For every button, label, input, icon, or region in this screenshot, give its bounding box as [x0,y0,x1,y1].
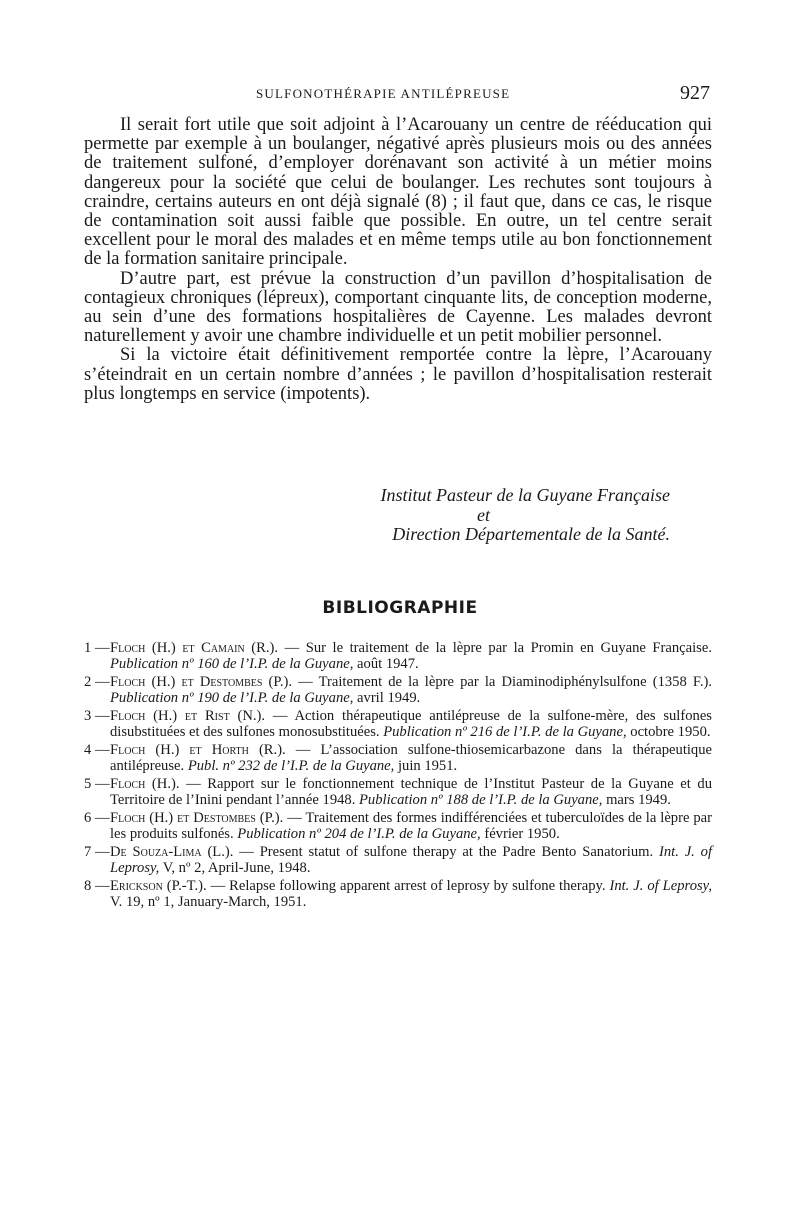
reference-number: 6 — [84,810,110,826]
paragraph: Il serait fort utile que soit adjoint à l’Acarouany un centre de rééducation qui permette par exemple à un boulanger, négativé après plusieurs mois ou des années de traitement sulfoné, d’employer dorénavant son activité à un métier moins dangereux pour la société que celui de boulanger. Les rechutes sont toujours à craindre, certains auteurs en ont déjà signalé (8) ; il faut que, dans ce cas, le risque de contamination soit aussi faible que possible. En outre, un tel centre serait excellent pour le moral des malades et en même temps utile au bon fonctionnement de la formation sanitaire principale. [84,115,712,270]
reference-text: Floch (H.) et Destombes (P.). — Traitement de la lèpre par la Diaminodiphénylsulfone (1358 F.). Publication nº 190 de l’I.P. de la Guyane, avril 1949. [110,674,712,706]
reference-text: Floch (H.) et Horth (R.). — L’association sulfone-thiosemicarbazone dans la thérapeutique antilépreuse. Publ. nº 232 de l’I.P. de la Guyane, juin 1951. [110,742,713,774]
reference-publication: Publication nº 188 de l’I.P. de la Guyane, [359,792,603,808]
running-title: SULFONOTHÉRAPIE ANTILÉPREUSE [256,86,511,101]
signature-line: Institut Pasteur de la Guyane Française [380,485,670,505]
signature-line: et [477,504,490,525]
reference-text: De Souza-Lima (L.). — Present statut of sulfone therapy at the Padre Bento Sanatorium. Int. J. of Leprosy, V, nº 2, April-June, 1948. [110,844,713,876]
reference-text: Floch (H.). — Rapport sur le fonctionnement technique de l’Institut Pasteur de la Guyane et du Territoire de l’Inini pendant l’année 1948. Publication nº 188 de l’I.P. de la Guyane, mars 1949. [110,776,713,808]
reference-publication: Int. J. of Leprosy, [110,844,713,876]
reference-publication: Publication nº 190 de l’I.P. de la Guyane, [110,690,354,706]
reference-text: Erickson (P.-T.). — Relapse following apparent arrest of leprosy by sulfone therapy. Int. J. of Leprosy, V. 19, nº 1, January-March, 1951. [110,878,712,910]
reference-number: 7 — [84,844,110,860]
reference-authors: Floch (H.) et Destombes (P.). [110,674,293,690]
signature-block [84,486,670,545]
reference-publication: Publication nº 160 de l’I.P. de la Guyane, [110,656,354,672]
running-head [84,84,712,108]
reference-publication: Int. J. of Leprosy, [609,878,712,894]
bibliography-list [84,640,712,912]
body-text [84,116,712,404]
reference-text: Floch (H.) et Rist (N.). — Action thérapeutique antilépreuse de la sulfone-mère, des sulfones disubstituées et des sulfones monosubstituées. Publication nº 216 de l’I.P. de la Guyane, octobre 1950. [110,708,712,740]
reference-item [84,674,712,706]
reference-publication: Publ. nº 232 de l’I.P. de la Guyane, [187,758,395,774]
reference-item [84,776,712,808]
reference-item [84,844,712,876]
reference-number: 3 — [84,708,110,724]
reference-number: 1 — [84,640,110,656]
paragraph: Si la victoire était définitivement remportée contre la lèpre, l’Acarouany s’éteindrait en un certain nombre d’années ; le pavillon d’hospitalisation resterait plus longtemps en service (impotents). [84,345,712,404]
reference-text: Floch (H.) et Camain (R.). — Sur le traitement de la lèpre par la Promin en Guyane Française. Publication nº 160 de l’I.P. de la Guyane, août 1947. [110,640,712,672]
reference-number: 8 — [84,878,110,894]
signature-line: Direction Départementale de la Santé. [392,524,670,544]
page-number: 927 [680,82,710,104]
paragraph: D’autre part, est prévue la construction d’un pavillon d’hospitalisation de contagieux chroniques (lépreux), comportant cinquante lits, de conception moderne, au sein d’une des formations hospitalières de Cayenne. Les malades devront naturellement y avoir une chambre individuelle et un petit mobilier personnel. [84,268,712,347]
reference-authors: Floch (H.) et Camain (R.). [110,640,279,656]
reference-text: Floch (H.) et Destombes (P.). — Traitement des formes indifférenciées et tuberculoïdes de la lèpre par les produits sulfonés. Publication nº 204 de l’I.P. de la Guyane, février 1950. [110,810,712,842]
reference-item [84,640,712,672]
reference-authors: De Souza-Lima (L.). [110,844,234,860]
reference-number: 4 — [84,742,110,758]
reference-authors: Floch (H.) et Destombes (P.). [110,810,284,826]
reference-item [84,810,712,842]
reference-publication: Publication nº 204 de l’I.P. de la Guyane, [237,826,481,842]
reference-authors: Floch (H.) et Horth (R.). [110,742,286,758]
reference-item [84,742,712,774]
reference-item [84,708,712,740]
reference-item [84,878,712,910]
reference-authors: Floch (H.) et Rist (N.). [110,708,266,724]
bibliography-title: BIBLIOGRAPHIE [322,598,478,618]
reference-publication: Publication nº 216 de l’I.P. de la Guyane, [383,724,627,740]
reference-number: 2 — [84,674,110,690]
reference-number: 5 — [84,776,110,792]
reference-authors: Erickson (P.-T.). [110,878,207,894]
reference-authors: Floch (H.). [110,776,180,792]
